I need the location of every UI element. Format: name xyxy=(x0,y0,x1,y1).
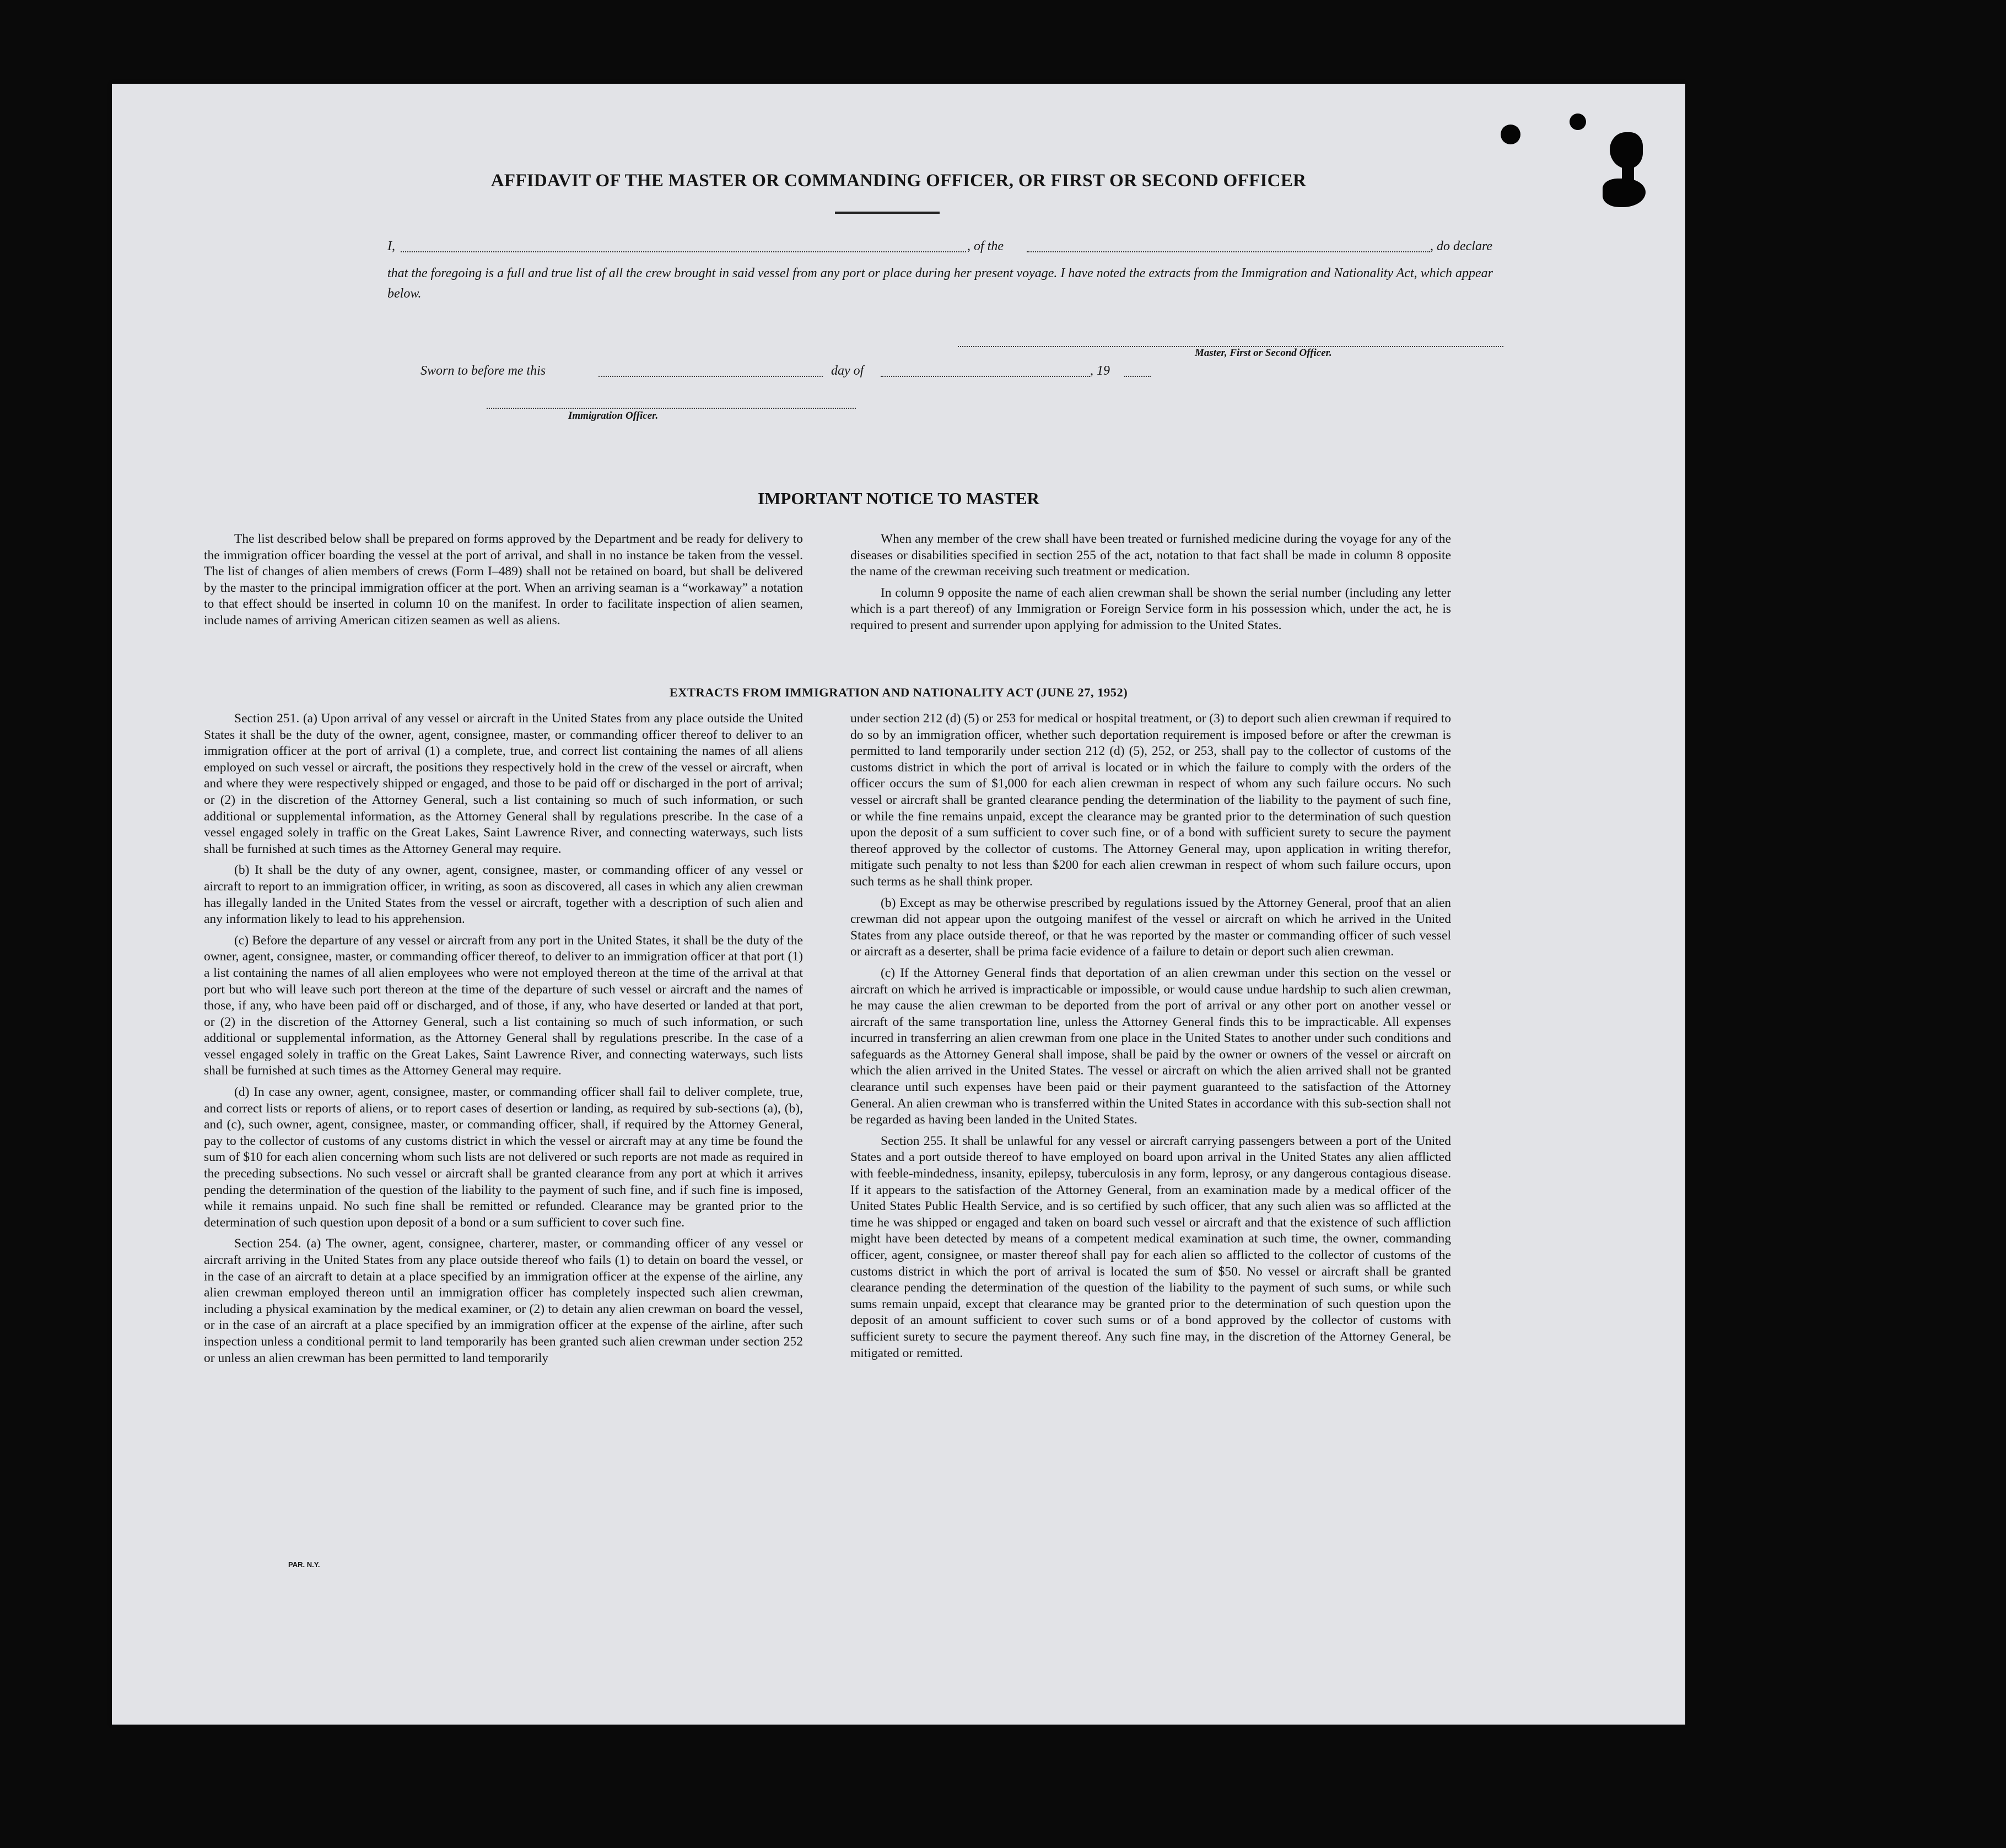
extract-paragraph: (c) If the Attorney General finds that deportation of an alien crewman under this section on the vessel or aircraft on which he arrived is impracticable or impossible, or would cause undue hardship to such alien crewman, he may cause the alien crewman to be deported from the port of arrival or any other port on another vessel or aircraft of the same transportation line, unless the Attorney General finds this to be impracticable. All expenses incurred in transferring an alien crewman from one place in the United States to another under such conditions and safeguards as the Attorney General shall impose, shall be paid by the owner or owners of the vessel or aircraft on which the alien arrived in the United States. The vessel or aircraft on which the alien arrived shall not be granted clearance until such expenses have been paid or their payment guaranteed to the satisfaction of the Attorney General. An alien crewman who is transferred within the United States in accordance with this sub-section shall not be regarded as having been landed in the United States. xyxy=(850,965,1451,1127)
extracts-right-column xyxy=(850,711,1451,1366)
year-label: , 19 xyxy=(1090,364,1110,378)
extract-paragraph: (b) It shall be the duty of any owner, agent, consignee, master, or commanding officer of any vessel or aircraft to report to an immigration officer, in writing, as soon as discovered, all cases in which any alien crewman has illegally landed in the United States from the vessel or aircraft, together with a description of such alien and any information likely to lead to his apprehension. xyxy=(204,863,803,927)
declaration-text: that the foregoing is a full and true list of all the crew brought in said vessel from any port or place during her present voyage. I have noted the extracts from the Immigration and Nationality Act, which appear below. xyxy=(387,266,1493,301)
notice-title: IMPORTANT NOTICE TO MASTER xyxy=(758,489,1039,508)
notice-left-column xyxy=(204,531,803,634)
do-declare-label: , do declare xyxy=(1430,239,1493,253)
extract-paragraph: (d) In case any owner, agent, consignee, master, or commanding officer shall fail to deliver complete, true, and correct lists or reports of aliens, or to report cases of desertion or landing, as required by sub-sections (a), (b), and (c), such owner, agent, consignee, master, or commanding officer, shall, if required by the Attorney General, pay to the collector of customs of any customs district in which the vessel or aircraft may at any time be found the sum of $10 for each alien concerning whom such lists are not delivered or such reports are not made as required in the preceding subsections. No such vessel or aircraft shall be granted clearance from any port at which it arrives pending the determination of the question of the liability to the payment of such fine, and if such fine is imposed, while it remains unpaid. No such fine shall be remitted or refunded. Clearance may be granted prior to the determination of such question upon deposit of a bond or a sum sufficient to cover such fine. xyxy=(204,1085,803,1230)
affidavit-title: AFFIDAVIT OF THE MASTER OR COMMANDING OFFICER, OR FIRST OR SECOND OFFICER xyxy=(490,171,1307,191)
notice-right-column xyxy=(850,531,1451,639)
master-signature-field[interactable] xyxy=(958,333,1503,347)
notice-paragraph: In column 9 opposite the name of each alien crewman shall be shown the serial number (including any letter which is a part thereof) of any Immigration or Foreign Service form in his possession which, under the act, he is required to present and surrender upon applying for admission to the United States. xyxy=(850,585,1451,633)
sworn-year-field[interactable] xyxy=(1124,364,1151,377)
of-the-label: , of the xyxy=(967,239,1004,253)
extracts-title: EXTRACTS FROM IMMIGRATION AND NATIONALITY ACT (JUNE 27, 1952) xyxy=(669,685,1128,699)
form-code: PAR. N.Y. xyxy=(288,1560,320,1569)
extract-paragraph: Section 254. (a) The owner, agent, consignee, charterer, master, or commanding officer of any vessel or aircraft arriving in the United States from any place outside thereof who fails (1) to detain on board the vessel, or in the case of an aircraft to detain at a place specified by an immigration officer at the expense of the airline, any alien crewman employed thereon until an immigration officer has completely inspected such alien crewman, including a physical examination by the medical examiner, or (2) to detain any alien crewman on board the vessel, or in the case of an aircraft at a place specified by an immigration officer at the expense of the airline, after such inspection unless a conditional permit to land temporarily has been granted such alien crewman under section 252 or unless an alien crewman has been permitted to land temporarily xyxy=(204,1236,803,1365)
extract-paragraph: under section 212 (d) (5) or 253 for medical or hospital treatment, or (3) to deport such alien crewman if required to do so by an immigration officer, whether such deportation requirement is imposed before or after the crewman is permitted to land temporarily under section 212 (d) (5), 252, or 253, shall pay to the collector of customs of the customs district in which the port of arrival is located or in which the failure to comply with the orders of the officer occurs the sum of $1,000 for each alien crewman in respect of whom any such failure occurs. No such vessel or aircraft shall be granted clearance pending the determination of the liability to the payment of such fine, or while the fine remains unpaid, except the clearance may be granted prior to the determination of such question upon the deposit of a sum sufficient to cover such fine, or of a bond with sufficient surety to secure the payment thereof approved by the collector of customs. The Attorney General may, upon application in writing therefor, mitigate such penalty to not less than $200 for each alien crewman in respect of whom such failure occurs, upon such terms as he shall think proper. xyxy=(850,711,1451,889)
sworn-month-field[interactable] xyxy=(881,364,1090,377)
declaration-line xyxy=(387,239,1501,258)
i-label: I, xyxy=(387,239,395,253)
sworn-line xyxy=(420,364,1324,382)
extracts-left-column xyxy=(204,711,803,1371)
sworn-day-field[interactable] xyxy=(598,364,823,377)
punch-hole xyxy=(1501,125,1520,144)
officer-signature-label: Immigration Officer. xyxy=(568,410,659,422)
sworn-label: Sworn to before me this xyxy=(420,364,546,378)
document-page xyxy=(112,84,1685,1725)
extract-paragraph: Section 251. (a) Upon arrival of any vessel or aircraft in the United States from any place outside the United States it shall be the duty of the owner, agent, consignee, master, or commanding officer thereof to deliver to an immigration officer at the port of arrival (1) a complete, true, and correct list containing the names of all aliens employed on such vessel or aircraft, the positions they respectively hold in the crew of the vessel or aircraft, when and where they were respectively shipped or engaged, and those to be paid off or discharged in the port of arrival; or (2) in the discretion of the Attorney General, such a list containing so much of such information, or such additional or supplemental information, as the Attorney General shall by regulations prescribe. In the case of a vessel engaged solely in traffic on the Great Lakes, Saint Lawrence River, and connecting waterways, such lists shall be furnished at such times as the Attorney General may require. xyxy=(204,711,803,856)
vessel-name-field[interactable] xyxy=(1027,239,1430,252)
title-rule xyxy=(835,212,940,214)
officer-name-field[interactable] xyxy=(401,239,966,252)
punch-hole xyxy=(1570,114,1586,130)
officer-signature-field[interactable] xyxy=(487,395,856,409)
extract-paragraph: (b) Except as may be otherwise prescribed by regulations issued by the Attorney General, proof that an alien crewman did not appear upon the outgoing manifest of the vessel or aircraft on which he arrived in the United States from any place outside thereof, or that he was reported by the master or commanding officer of such vessel or aircraft as a deserter, shall be prima facie evidence of a failure to detain or deport such alien crewman. xyxy=(850,895,1451,959)
notice-paragraph: The list described below shall be prepared on forms approved by the Department and be ready for delivery to the immigration officer boarding the vessel at the port of arrival, and shall in no instance be taken from the vessel. The list of changes of alien members of crews (Form I–489) shall not be retained on board, but shall be delivered by the master to the principal immigration officer at the port. When an arriving seaman is a “workaway” a notation to that effect should be inserted in column 10 on the manifest. In order to facilitate inspection of alien seamen, include names of arriving American citizen seamen as well as aliens. xyxy=(204,532,803,628)
day-of-label: day of xyxy=(831,364,864,378)
extract-paragraph: (c) Before the departure of any vessel or aircraft from any port in the United States, it shall be the duty of the owner, agent, consignee, master, or commanding officer thereof, to deliver to an immigration officer at that port (1) a list containing the names of all alien employees who were not employed thereon at the time of the arrival at that port but who will leave such port thereon at the time of the departure of such vessel or aircraft and the names of those, if any, who have been paid off or discharged, and of those, if any, who have deserted or landed at that port, or (2) in the discretion of the Attorney General, such a list containing so much of such information, or such additional or supplemental information, as the Attorney General shall by regulations prescribe. In the case of a vessel engaged solely in traffic on the Great Lakes, Saint Lawrence River, and connecting waterways, such lists shall be furnished at such times as the Attorney General may require. xyxy=(204,933,803,1078)
master-signature-label: Master, First or Second Officer. xyxy=(1195,347,1332,359)
extract-paragraph: Section 255. It shall be unlawful for any vessel or aircraft carrying passengers between a port of the United States and a port outside thereof to have employed on board upon arrival in the United States any alien afflicted with feeble-mindedness, insanity, epilepsy, tuberculosis in any form, leprosy, or any dangerous contagious disease. If it appears to the satisfaction of the Attorney General, from an examination made by a medical officer of the United States Public Health Service, and is so certified by such officer, that any such alien was so afflicted at the time he was shipped or engaged and taken on board such vessel or aircraft and that the existence of such affliction might have been detected by means of a competent medical examination at such time, the owner, commanding officer, agent, consignee, or master thereof shall pay for each alien so afflicted to the collector of customs of the customs district in which the port of arrival is located the sum of $50. No vessel or aircraft shall be granted clearance pending the determination of the question of the liability to the payment of such sums, or while such sums remain unpaid, except that clearance may be granted prior to the determination of such question upon the deposit of an amount sufficient to cover such sums or of a bond approved by the collector of customs with sufficient surety to secure the payment thereof. Any such fine may, in the discretion of the Attorney General, be mitigated or remitted. xyxy=(850,1133,1451,1360)
notice-paragraph: When any member of the crew shall have been treated or furnished medicine during the voyage for any of the diseases or disabilities specified in section 255 of the act, notation to that fact shall be made in column 8 opposite the name of the crewman receiving such treatment or medication. xyxy=(850,532,1451,579)
